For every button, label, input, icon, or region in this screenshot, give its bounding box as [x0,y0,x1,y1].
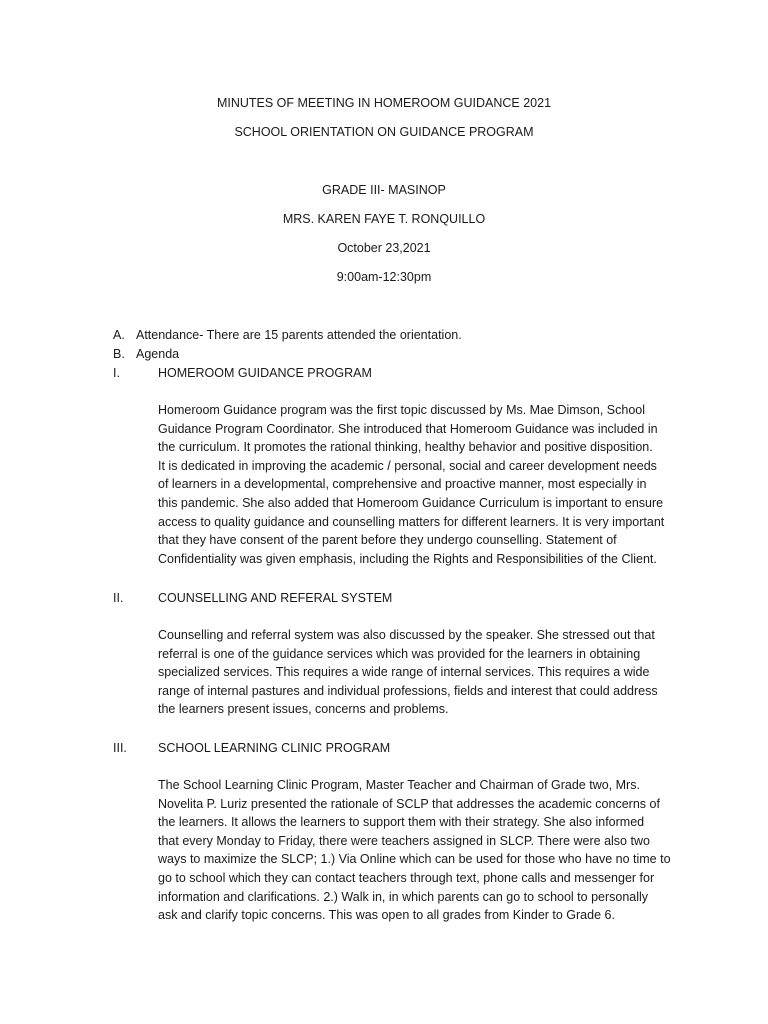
section-numeral: II. [113,591,124,605]
section-numeral: III. [113,741,127,755]
grade-section: GRADE III- MASINOP [322,183,446,197]
attendance-text: Attendance- There are 15 parents attended the orientation. [136,328,462,342]
document-title: MINUTES OF MEETING IN HOMEROOM GUIDANCE 2021 [216,96,552,110]
section-body: The School Learning Clinic Program, Master Teacher and Chairman of Grade two, Mrs. Novelita P. Luriz presented the rationale of SCLP that addresses the academic concerns of the learners. It allows the learners to support them with their strategy. She also informed that every Monday to Friday, there were teachers assigned in SLCP. There were also two ways to maximize the SLCP; 1.) Via Online which can be used for those who have no time to go to school which they can contact teachers through text, phone calls and messenger for information and clarifications. 2.) Walk in, in which parents can go to school to personally ask and clarify topic concerns. This was open to all grades from Kinder to Grade 6. [158,778,671,923]
agenda-text: Agenda [136,347,180,361]
section-heading: COUNSELLING AND REFERAL SYSTEM [158,591,393,605]
meeting-date: October 23,2021 [337,241,431,255]
meeting-time: 9:00am-12:30pm [336,270,432,284]
teacher-name: MRS. KAREN FAYE T. RONQUILLO [282,212,486,226]
section-body: Homeroom Guidance program was the first topic discussed by Ms. Mae Dimson, School Guidance Program Coordinator. She introduced that Homeroom Guidance was included in the curriculum. It promotes the rational thinking, healthy behavior and positive disposition. It is dedicated in improving the academic / personal, social and career development needs of learners in a developmental, comprehensive and proactive manner, most especially in this pandemic. She also added that Homeroom Guidance Curriculum is important to ensure access to quality guidance and counselling matters for different learners. It is very important that they have consent of the parent before they undergo counselling. Statement of Confidentiality was given emphasis, including the Rights and Responsibilities of the Client. [158,403,665,566]
section-body: Counselling and referral system was also discussed by the speaker. She stressed out that referral is one of the guidance services which was provided for the learners in obtaining specialized services. This requires a wide range of internal services. This requires a wide range of internal pastures and individual professions, fields and interest that could address the learners present issues, concerns and problems. [158,628,658,717]
section-heading: HOMEROOM GUIDANCE PROGRAM [158,366,372,380]
attendance-marker: A. [113,328,125,342]
agenda-marker: B. [113,347,125,361]
section-heading: SCHOOL LEARNING CLINIC PROGRAM [158,741,391,755]
section-numeral: I. [113,366,120,380]
document-subtitle: SCHOOL ORIENTATION ON GUIDANCE PROGRAM [234,125,534,139]
